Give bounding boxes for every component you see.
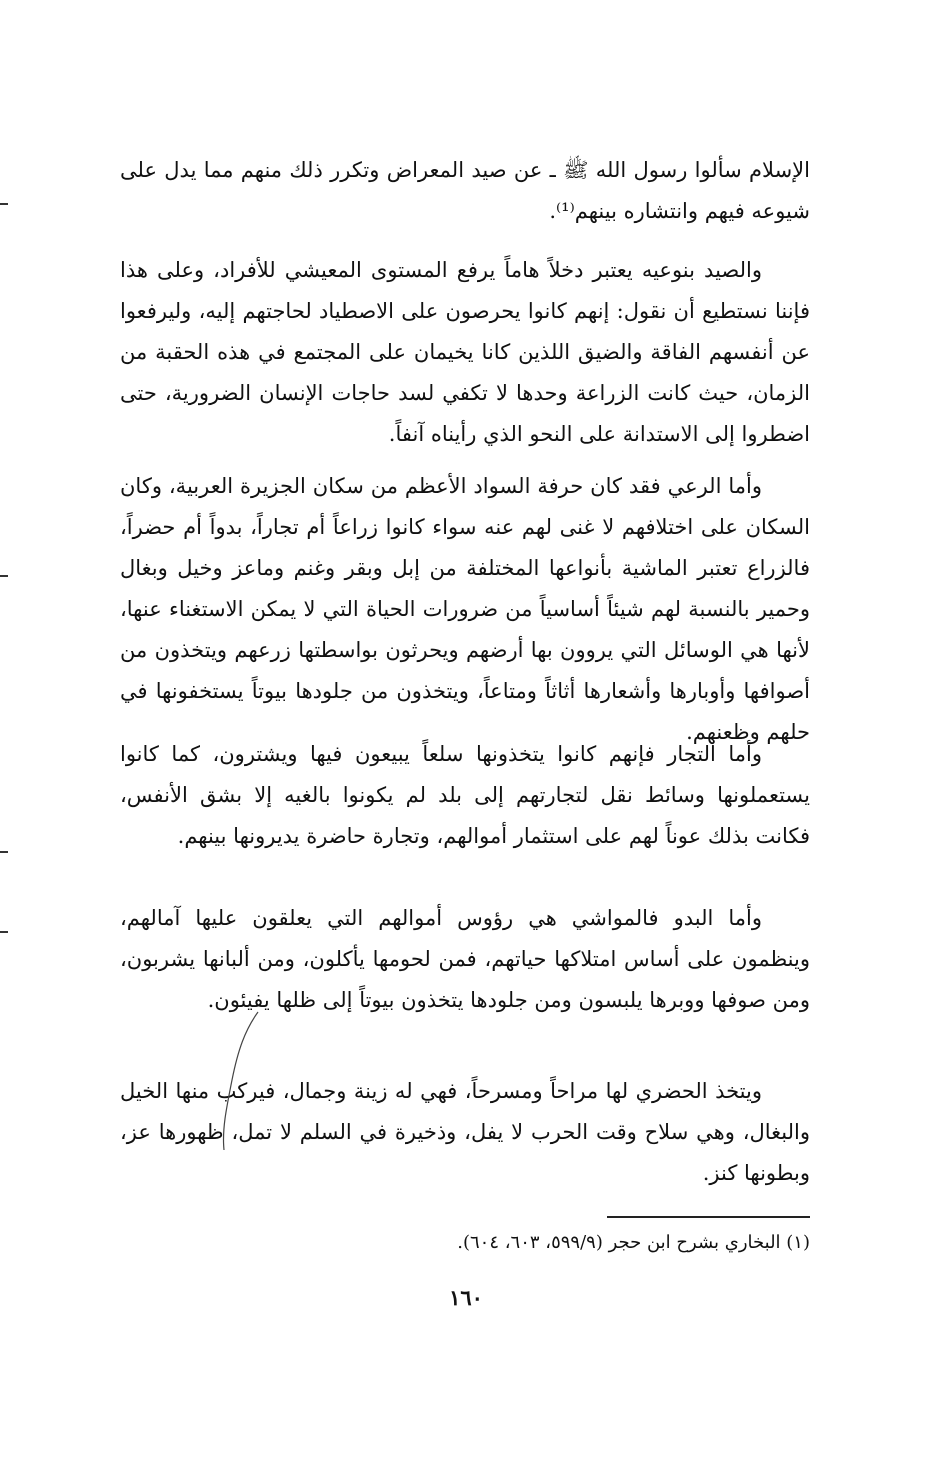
paragraph-urban: ويتخذ الحضري لها مراحاً ومسرحاً، فهي له زينة وجمال، فيركب منها الخيل والبغال، وهي سلاح وقت الحرب لا يفل، وذخيرة في السلم لا تمل، ظهورها عز، وبطونها كنز. — [120, 1079, 810, 1185]
paragraph-traders: وأما التجار فإنهم كانوا يتخذونها سلعاً يبيعون فيها ويشترون، كما كانوا يستعملونها وسائط نقل لتجارتهم إلى بلد لم يكونوا بالغيه إلا بشق الأنفس، فكانت بذلك عوناً لهم على استثمار أموالهم، وتجارة حاضرة يديرونها بينهم. — [120, 742, 810, 848]
paragraph-herding: وأما الرعي فقد كان حرفة السواد الأعظم من سكان الجزيرة العربية، وكان السكان على اختلافهم لا غنى لهم عنه سواء كانوا زراعاً أم تجاراً، بدواً أم حضراً، فالزراع تعتبر الماشية بأنواعها المختلفة من إبل وبقر وغنم وماعز وخيل وبغال وحمير بالنسبة لهم شيئاً أساسياً من ضرورات الحياة التي لا يمكن الاستغناء عنها، لأنها هي الوسائل التي يروون بها أرضهم ويحرثون بواسطتها زرعهم ويتخذون من أصوافها وأوبارها وأشعارها أثاثاً ومتاعاً، ويتخذون من جلودها بيوتاً يستخفونها في حلهم وظعنهم. — [120, 474, 811, 744]
paragraph-bedouins: وأما البدو فالمواشي هي رؤوس أموالهم التي يعلقون عليها آمالهم، وينظمون على أساس امتلاكها حياتهم، فمن لحومها يأكلون، ومن ألبانها يشربون، ومن صوفها ووبرها يلبسون ومن جلودها يتخذون بيوتاً إلى ظلها يفيئون. — [120, 906, 810, 1012]
footnote: (١) البخاري بشرح ابن حجر (٥٩٩/٩، ٦٠٣، ٦٠٤). — [457, 1232, 810, 1253]
page-number: ١٦٠ — [449, 1285, 483, 1310]
paragraph-hunting: والصيد بنوعيه يعتبر دخلاً هاماً يرفع المستوى المعيشي للأفراد، وعلى هذا فإننا نستطيع أن نقول: إنهم كانوا يحرصون على الاصطياد لحاجتهم إليه، وليرفعوا عن أنفسهم الفاقة والضيق اللذين كانا يخيمان على المجتمع في هذه الحقبة من الزمان، حيث كانت الزراعة وحدها لا تكفي لسد حاجات الإنسان الضرورية، حتى اضطروا إلى الاستدانة على النحو الذي رأيناه آنفاً. — [120, 258, 810, 446]
paragraph-continuation: الإسلام سألوا رسول الله ﷺ ـ عن صيد المعراض وتكرر ذلك منهم مما يدل على شيوعه فيهم وانتشاره بينهم⁽¹⁾. — [120, 158, 810, 223]
